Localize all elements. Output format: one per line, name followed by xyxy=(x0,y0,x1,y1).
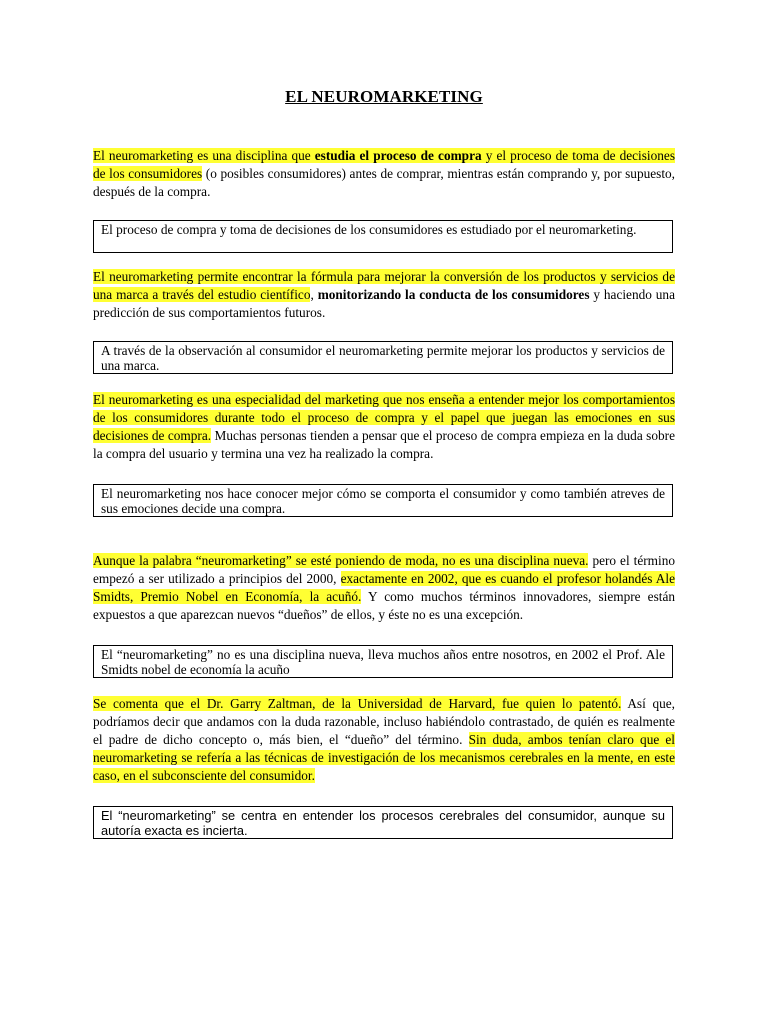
summary-box-3: El neuromarketing nos hace conocer mejor cómo se comporta el consumidor y como también atreves de sus emociones decide una compra. xyxy=(93,484,673,517)
body-text: y haciendo una predicción de sus comportamientos futuros. xyxy=(93,287,675,320)
body-text: pero el término empezó a ser utilizado a principios del 2000, xyxy=(93,553,675,586)
highlighted-text: El neuromarketing es una especialidad del marketing que nos enseña a entender mejor los comportamientos de los consumidores durante todo el proceso de compra y el papel que juegan las emociones en sus decisiones de compra. xyxy=(93,392,675,443)
highlighted-text: Se comenta que el Dr. Garry Zaltman, de la Universidad de Harvard, fue quien lo patentó. xyxy=(93,696,622,711)
body-text: (o posibles consumidores) antes de comprar, mientras están comprando y, por supuesto, después de la compra. xyxy=(93,166,675,199)
summary-box-4: El “neuromarketing” no es una disciplina nueva, lleva muchos años entre nosotros, en 2002 el Prof. Ale Smidts nobel de economía la acuño xyxy=(93,645,673,678)
highlighted-bold-text: estudia el proceso de compra xyxy=(314,148,482,163)
paragraph-3 xyxy=(93,391,675,463)
highlighted-text: Aunque la palabra “neuromarketing” se esté poniendo de moda, no es una disciplina nueva. xyxy=(93,553,589,568)
summary-box-1: El proceso de compra y toma de decisiones de los consumidores es estudiado por el neuromarketing. xyxy=(93,220,673,253)
summary-box-5: El “neuromarketing” se centra en entender los procesos cerebrales del consumidor, aunque su autoría exacta es incierta. xyxy=(93,806,673,839)
summary-box-2: A través de la observación al consumidor el neuromarketing permite mejorar los productos y servicios de una marca. xyxy=(93,341,673,374)
paragraph-5 xyxy=(93,695,675,785)
document-title: EL NEUROMARKETING xyxy=(285,87,483,106)
bold-text: monitorizando la conducta de los consumidores xyxy=(317,287,590,302)
highlighted-text: El neuromarketing permite encontrar la fórmula para mejorar la conversión de los productos y servicios de una marca a través del estudio científico xyxy=(93,269,675,302)
highlighted-text: El neuromarketing es una disciplina que xyxy=(93,148,315,163)
paragraph-4 xyxy=(93,552,675,624)
body-text: Y como muchos términos innovadores, siempre están expuestos a que aparezcan nuevos “dueños” de ellos, y éste no es una excepción. xyxy=(93,589,675,622)
paragraph-2 xyxy=(93,268,675,322)
body-text: Así que, podríamos decir que andamos con la duda razonable, incluso habiéndolo contrastado, de quién es realmente el padre de dicho concepto o, más bien, el “dueño” del término. xyxy=(93,696,675,747)
highlighted-text: exactamente en 2002, que es cuando el profesor holandés Ale Smidts, Premio Nobel en Economía, la acuñó. xyxy=(93,571,675,604)
body-text: , xyxy=(310,287,318,302)
highlighted-text: y el proceso de toma de decisiones de los consumidores xyxy=(93,148,675,181)
paragraph-1 xyxy=(93,147,675,201)
highlighted-text: Sin duda, ambos tenían claro que el neuromarketing se refería a las técnicas de investigación de los mecanismos cerebrales en la mente, en este caso, en el subconsciente del consumidor. xyxy=(93,732,676,783)
body-text: Muchas personas tienden a pensar que el proceso de compra empieza en la duda sobre la compra del usuario y termina una vez ha realizado la compra. xyxy=(93,428,675,461)
